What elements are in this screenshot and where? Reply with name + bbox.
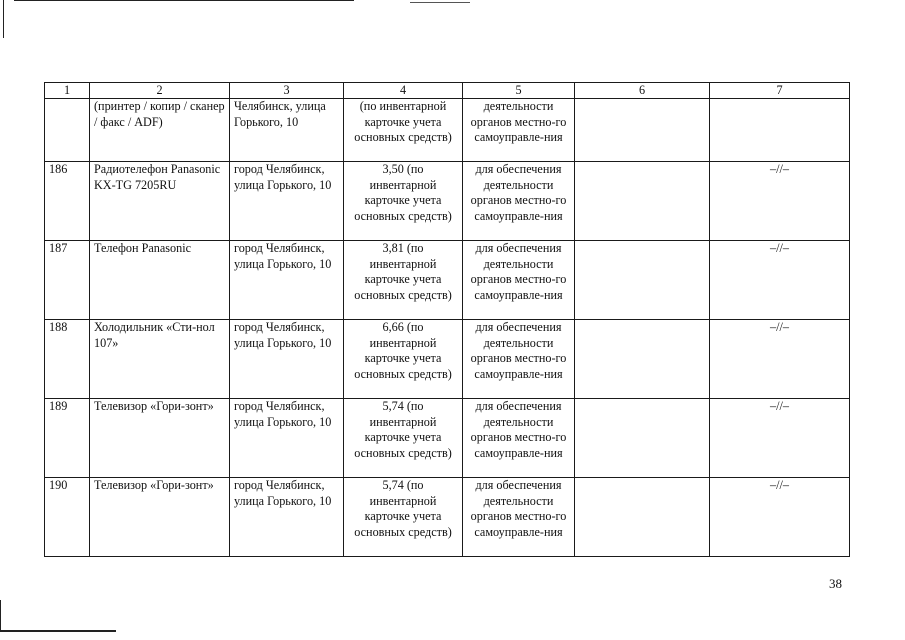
purpose-cell: для обеспечения деятельности органов местно-го самоуправле-ния bbox=[463, 399, 575, 478]
row-number-cell: 186 bbox=[45, 162, 90, 241]
address-cell: Челябинск, улица Горького, 10 bbox=[230, 99, 344, 162]
column-6-cell bbox=[575, 162, 710, 241]
value-cell: 3,81 (по инвентарной карточке учета основных средств) bbox=[344, 241, 463, 320]
column-6-cell bbox=[575, 399, 710, 478]
column-7-cell: –//– bbox=[710, 399, 850, 478]
value-cell: 5,74 (по инвентарной карточке учета основных средств) bbox=[344, 478, 463, 557]
column-7-cell: –//– bbox=[710, 241, 850, 320]
item-name-cell: (принтер / копир / сканер / факс / ADF) bbox=[90, 99, 230, 162]
row-number-cell: 188 bbox=[45, 320, 90, 399]
scan-edge-top bbox=[14, 0, 354, 1]
address-cell: город Челябинск, улица Горького, 10 bbox=[230, 399, 344, 478]
scan-edge-bottom-left bbox=[0, 600, 1, 630]
column-6-cell bbox=[575, 241, 710, 320]
table-row bbox=[45, 99, 850, 162]
item-name-cell: Холодильник «Сти-нол 107» bbox=[90, 320, 230, 399]
table-row bbox=[45, 320, 850, 399]
row-number-cell bbox=[45, 99, 90, 162]
purpose-cell: для обеспечения деятельности органов местно-го самоуправле-ния bbox=[463, 241, 575, 320]
item-name-cell: Радиотелефон Panasonic KX-TG 7205RU bbox=[90, 162, 230, 241]
column-header: 7 bbox=[710, 83, 850, 99]
column-header: 2 bbox=[90, 83, 230, 99]
scan-edge-left bbox=[3, 0, 4, 38]
column-header: 1 bbox=[45, 83, 90, 99]
header-row bbox=[45, 83, 850, 99]
purpose-cell: для обеспечения деятельности органов местно-го самоуправле-ния bbox=[463, 162, 575, 241]
column-6-cell bbox=[575, 99, 710, 162]
column-header: 3 bbox=[230, 83, 344, 99]
column-header: 6 bbox=[575, 83, 710, 99]
column-7-cell bbox=[710, 99, 850, 162]
item-name-cell: Телевизор «Гори-зонт» bbox=[90, 478, 230, 557]
column-header: 5 bbox=[463, 83, 575, 99]
value-cell: 5,74 (по инвентарной карточке учета основных средств) bbox=[344, 399, 463, 478]
column-7-cell: –//– bbox=[710, 162, 850, 241]
column-6-cell bbox=[575, 478, 710, 557]
page-number: 38 bbox=[829, 576, 842, 591]
row-number-cell: 189 bbox=[45, 399, 90, 478]
address-cell: город Челябинск, улица Горького, 10 bbox=[230, 320, 344, 399]
column-7-cell: –//– bbox=[710, 478, 850, 557]
item-name-cell: Телевизор «Гори-зонт» bbox=[90, 399, 230, 478]
address-cell: город Челябинск, улица Горького, 10 bbox=[230, 478, 344, 557]
table-row bbox=[45, 478, 850, 557]
inventory-table bbox=[44, 82, 850, 557]
column-6-cell bbox=[575, 320, 710, 399]
row-number-cell: 187 bbox=[45, 241, 90, 320]
purpose-cell: для обеспечения деятельности органов местно-го самоуправле-ния bbox=[463, 478, 575, 557]
column-header: 4 bbox=[344, 83, 463, 99]
value-cell: (по инвентарной карточке учета основных средств) bbox=[344, 99, 463, 162]
address-cell: город Челябинск, улица Горького, 10 bbox=[230, 162, 344, 241]
value-cell: 3,50 (по инвентарной карточке учета основных средств) bbox=[344, 162, 463, 241]
table-row bbox=[45, 162, 850, 241]
column-7-cell: –//– bbox=[710, 320, 850, 399]
purpose-cell: для обеспечения деятельности органов местно-го самоуправле-ния bbox=[463, 320, 575, 399]
row-number-cell: 190 bbox=[45, 478, 90, 557]
table-row bbox=[45, 399, 850, 478]
table-row bbox=[45, 241, 850, 320]
address-cell: город Челябинск, улица Горького, 10 bbox=[230, 241, 344, 320]
item-name-cell: Телефон Panasonic bbox=[90, 241, 230, 320]
scan-edge-top-right bbox=[410, 2, 470, 3]
value-cell: 6,66 (по инвентарной карточке учета основных средств) bbox=[344, 320, 463, 399]
purpose-cell: деятельности органов местно-го самоуправле-ния bbox=[463, 99, 575, 162]
scan-edge-bottom bbox=[0, 630, 116, 632]
